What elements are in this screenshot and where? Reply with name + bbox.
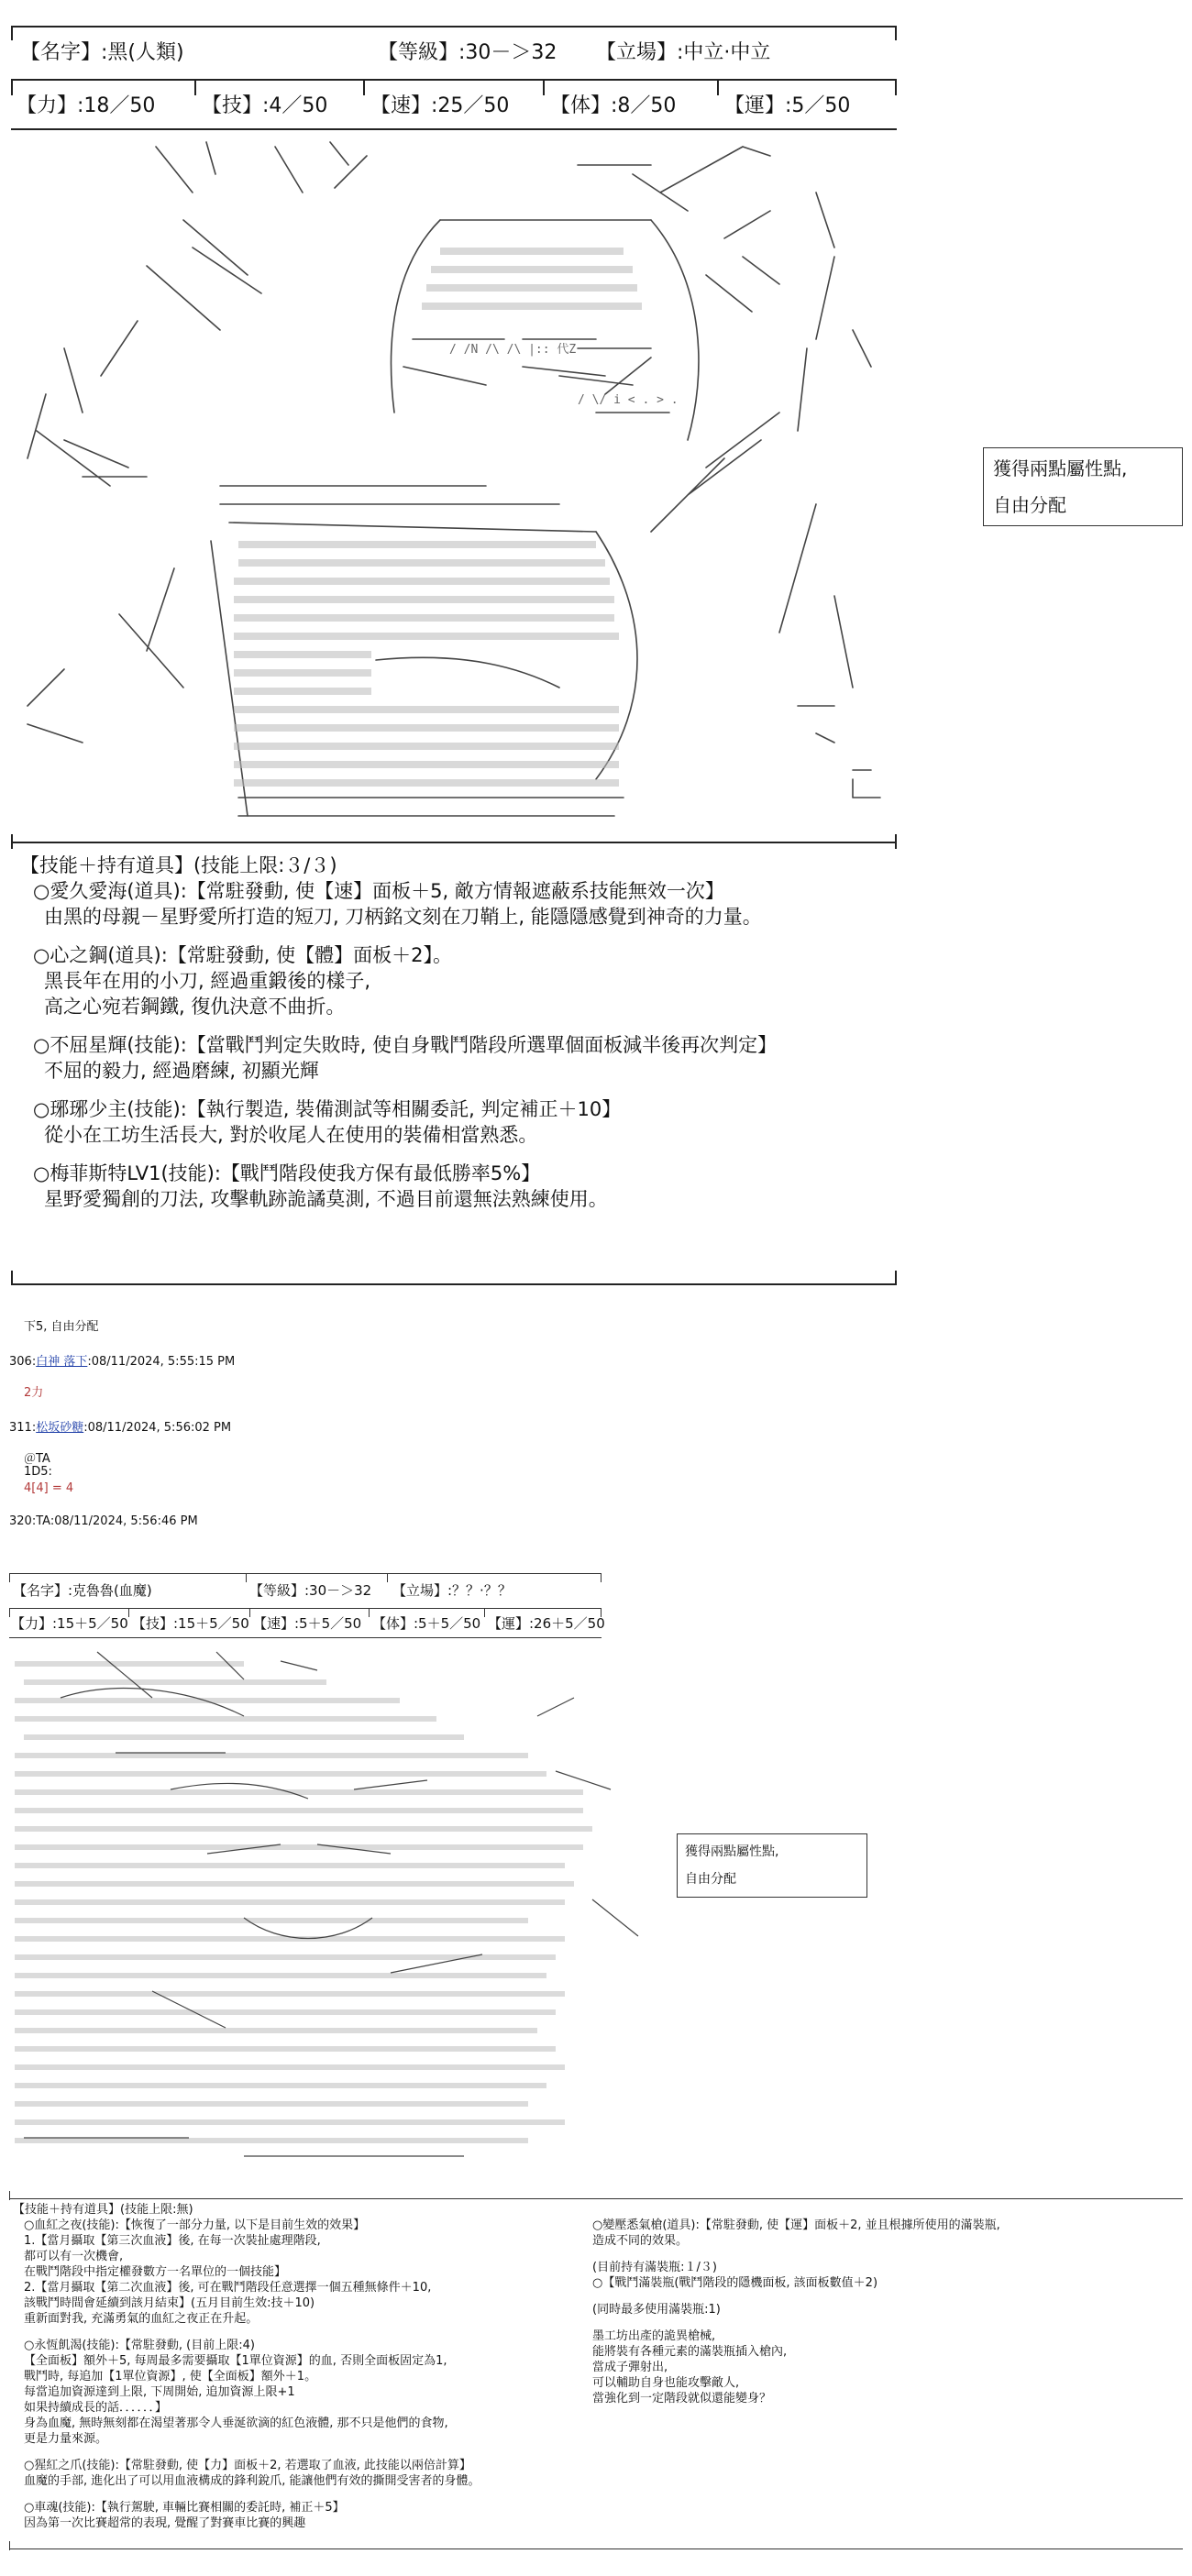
skill-desc: (同時最多使用滿裝瓶:1) [592,2303,721,2317]
skill-desc: 如果持續成長的話．．．．．．】 [24,2401,168,2415]
post-number: 311: [9,1421,37,1435]
post-header [9,1514,198,1528]
sheet1-top-rule [11,26,897,28]
sheet2-stance: 【立場】:？？·？？ [392,1582,512,1599]
post-author: TA [36,1514,50,1528]
sheet1-level: 【等級】:30－＞32 [378,41,557,64]
sheet1-tick [895,26,897,40]
sheet2-tick [9,1573,10,1582]
skill-title: ○車魂(技能):【執行駕駛, 車輛比賽相關的委託時, 補正＋5】 [24,2501,345,2515]
skill-heading: 【技能＋持有道具】(技能上限:３/３) [20,854,337,876]
skill-desc: 星野愛獨創的刀法, 攻擊軌跡詭譎莫測, 不過目前還無法熟練使用。 [44,1188,608,1210]
sheet2-skill-rule [9,2198,1183,2199]
skill-desc: 從小在工坊生活長大, 對於收尾人在使用的裝備相當熟悉。 [44,1124,538,1146]
sheet1-tick [363,79,365,95]
sheet1-skill-list [20,853,777,1212]
sheet2-name: 【名字】:克魯魯(血魔) [13,1582,152,1599]
skill-desc: 更是力量來源。 [24,2432,108,2446]
post-header [9,1351,235,1369]
sheet2-tick [9,1608,10,1617]
sheet1-stat-tec: 【技】:4／50 [202,94,328,117]
sheet1-tick [717,79,719,95]
sheet1-stat-str: 【力】:18／50 [17,94,156,117]
sheet1-stat-con: 【体】:8／50 [550,94,677,117]
skill-title: ○梅菲斯特LV1(技能):【戰鬥階段使我方保有最低勝率5%】 [33,1162,541,1184]
sheet1-bottom-rule [11,1283,897,1285]
skill-desc: 當強化到一定階段就似還能變身？ [592,2392,772,2405]
skill-desc: 不屈的毅力, 經過磨練, 初顯光輝 [44,1060,319,1082]
skill-desc: 當成子彈射出, [592,2361,668,2374]
sheet1-tick [11,79,13,95]
attribute-point-note [677,1833,867,1898]
sheet2-stat-str: 【力】:15＋5／50 [11,1615,128,1632]
svg-text:/ \/ i < . > .: / \/ i < . > . [578,393,679,407]
skill-desc: 身為血魔, 無時無刻都在渴望著那令人垂涎欲滴的紅色液體, 那不只是他們的食物, [24,2416,448,2430]
sheet2-stat-spd: 【速】:5＋5／50 [253,1615,362,1632]
sheet2-tick [249,1608,250,1617]
skill-desc: 黑長年在用的小刀, 經過重鍛後的樣子, [44,970,371,992]
thread-intro: 下5, 自由分配 [24,1320,99,1334]
post-number: 320: [9,1514,37,1528]
skill-desc: 都可以有一次機會, [24,2250,124,2263]
sheet2-tick [387,1573,388,1582]
sheet2-tick [9,2541,10,2550]
sheet1-tick [895,1271,897,1285]
note-line: 自由分配 [685,1872,736,1887]
sheet1-tick [11,26,13,40]
post-time: :08/11/2024, 5:56:02 PM [83,1421,232,1435]
sheet2-tick [9,2191,10,2200]
skill-heading: 【技能＋持有道具】(技能上限:無) [13,2203,193,2217]
skill-desc: 高之心宛若鋼鐵, 復仇決意不曲折。 [44,996,346,1018]
skill-desc: 1.【當月攝取【第三次血液】後, 在每一次裝扯處理階段, [24,2234,321,2248]
sheet2-top-rule [9,1573,602,1574]
skill-desc: 每當追加資源達到上限, 下周開始, 追加資源上限+1 [24,2385,295,2399]
skill-desc: 可以輔助自身也能攻擊敵人, [592,2376,740,2390]
character-portrait-art [6,1643,666,2193]
skill-desc: 在戰鬥階段中指定權發數方一名單位的一個技能】 [24,2265,287,2279]
sheet1-tick [895,79,897,95]
post-body: 2力 [24,1386,44,1400]
sheet1-stance: 【立場】:中立·中立 [596,41,771,64]
skill-desc: 【全面板】額外＋5, 每周最多需要攝取【1單位資源】的血, 否則全面板固定為1, [24,2354,447,2368]
note-line: 自由分配 [993,494,1066,516]
skill-desc: 因為第一次比賽超常的表現, 覺醒了對賽車比賽的興趣 [24,2516,306,2530]
sheet2-stat-con: 【体】:5＋5／50 [372,1615,481,1632]
character-portrait-art [9,138,908,834]
skill-title: ○血紅之夜(技能):【恢復了一部分力量, 以下是目前生效的效果】 [24,2218,366,2232]
skill-desc: ○【戰鬥滿裝瓶(戰鬥階段的隱機面板, 該面板數值＋2) [592,2276,878,2290]
attribute-point-note [983,447,1183,526]
sheet1-tick [11,1271,13,1285]
sheet2-tick [128,1608,129,1617]
skill-desc: 重新面對我, 充滿勇氣的血紅之夜正在升起。 [24,2312,259,2326]
sheet1-stat-rule [11,128,897,130]
skill-desc: 墨工坊出產的詭異槍械, [592,2329,716,2343]
post-time: :08/11/2024, 5:56:46 PM [50,1514,198,1528]
skill-desc: 2.【當月攝取【第二次血液】後, 可在戰鬥階段任意選擇一個五種無條件＋10, [24,2281,432,2295]
sheet1-skill-rule [11,842,897,843]
skill-title: ○心之鋼(道具):【常駐發動, 使【體】面板＋2】。 [33,944,452,966]
skill-title: ○不屈星輝(技能):【當戰鬥判定失敗時, 使自身戰鬥階段所選單個面板減半後再次判定】 [33,1034,778,1056]
note-line: 獲得兩點屬性點, [685,1844,779,1859]
sheet2-tick [246,1573,247,1582]
sheet1-tick [543,79,545,95]
skill-title: ○猩紅之爪(技能):【常駐發動, 使【力】面板＋2, 若選取了血液, 此技能以兩倍計算】 [24,2459,471,2472]
dice-result: 4[4] = 4 [24,1481,74,1495]
skill-title: ○變壓悉氣槍(道具):【常駐發動, 使【運】面板＋2, 並且根據所使用的滿裝瓶, [592,2218,1000,2232]
sheet2-skill-list-left [13,2202,480,2531]
sheet1-stat-spd: 【速】:25／50 [370,94,510,117]
skill-title: ○愛久愛海(道具):【常駐發動, 使【速】面板＋5, 敵方情報遮蔽系技能無效一次】 [33,880,724,902]
post-body: 1D5: [24,1465,52,1479]
sheet1-stat-luk: 【運】:5／50 [724,94,851,117]
skill-desc: (目前持有滿裝瓶:１/３) [592,2261,717,2274]
sheet2-tick [484,1608,485,1617]
skill-desc: 造成不同的效果。 [592,2234,689,2248]
skill-desc: 由黑的母親－星野愛所打造的短刀, 刀柄銘文刻在刀鞘上, 能隱隱感覺到神奇的力量。 [44,906,762,928]
skill-desc: 血魔的手部, 進化出了可以用血液構成的鋒利銳爪, 能讓他們有效的撕開受害者的身體。 [24,2474,480,2488]
skill-title: ○琊琊少主(技能):【執行製造, 裝備測試等相關委託, 判定補正＋10】 [33,1098,622,1120]
sheet1-name: 【名字】:黑(人類) [20,41,184,64]
post-author-link[interactable]: 白神 落下 [36,1355,88,1369]
sheet2-tick [369,1608,370,1617]
post-header [9,1417,231,1435]
sheet1-tick [895,834,897,849]
post-number: 306: [9,1355,37,1369]
skill-desc: 戰鬥時, 每追加【1單位資源】, 使【全面板】額外＋1。 [24,2370,317,2383]
post-time: :08/11/2024, 5:55:15 PM [87,1355,236,1369]
note-line: 獲得兩點屬性點, [993,457,1128,479]
sheet2-stat-rule [9,1637,602,1638]
sheet2-tick [601,1573,602,1582]
sheet1-mid-rule [11,79,897,81]
svg-text:/ /N /\ /\ |:: 代Z: / /N /\ /\ |:: 代Z [449,343,577,357]
skill-title: ○永恆飢渴(技能):【常駐發動, (目前上限:4) [24,2339,255,2352]
sheet2-level: 【等級】:30－＞32 [249,1582,372,1599]
post-author-link[interactable]: 松坂砂糖 [36,1421,84,1435]
sheet2-bottom-rule [9,2548,1183,2549]
post-body: ＠TA [24,1452,50,1466]
skill-desc: 能將裝有各種元素的滿裝瓶插入槍內, [592,2345,788,2359]
sheet1-tick [194,79,196,95]
sheet2-skill-list-right [592,2218,1000,2406]
sheet2-stat-luk: 【運】:26＋5／50 [488,1615,605,1632]
sheet2-stat-tec: 【技】:15＋5／50 [132,1615,249,1632]
skill-desc: 該戰鬥時間會延續到該月結束】(五月目前生效:技＋10) [24,2296,315,2310]
sheet2-mid-rule [9,1608,602,1609]
sheet1-tick [11,834,13,849]
